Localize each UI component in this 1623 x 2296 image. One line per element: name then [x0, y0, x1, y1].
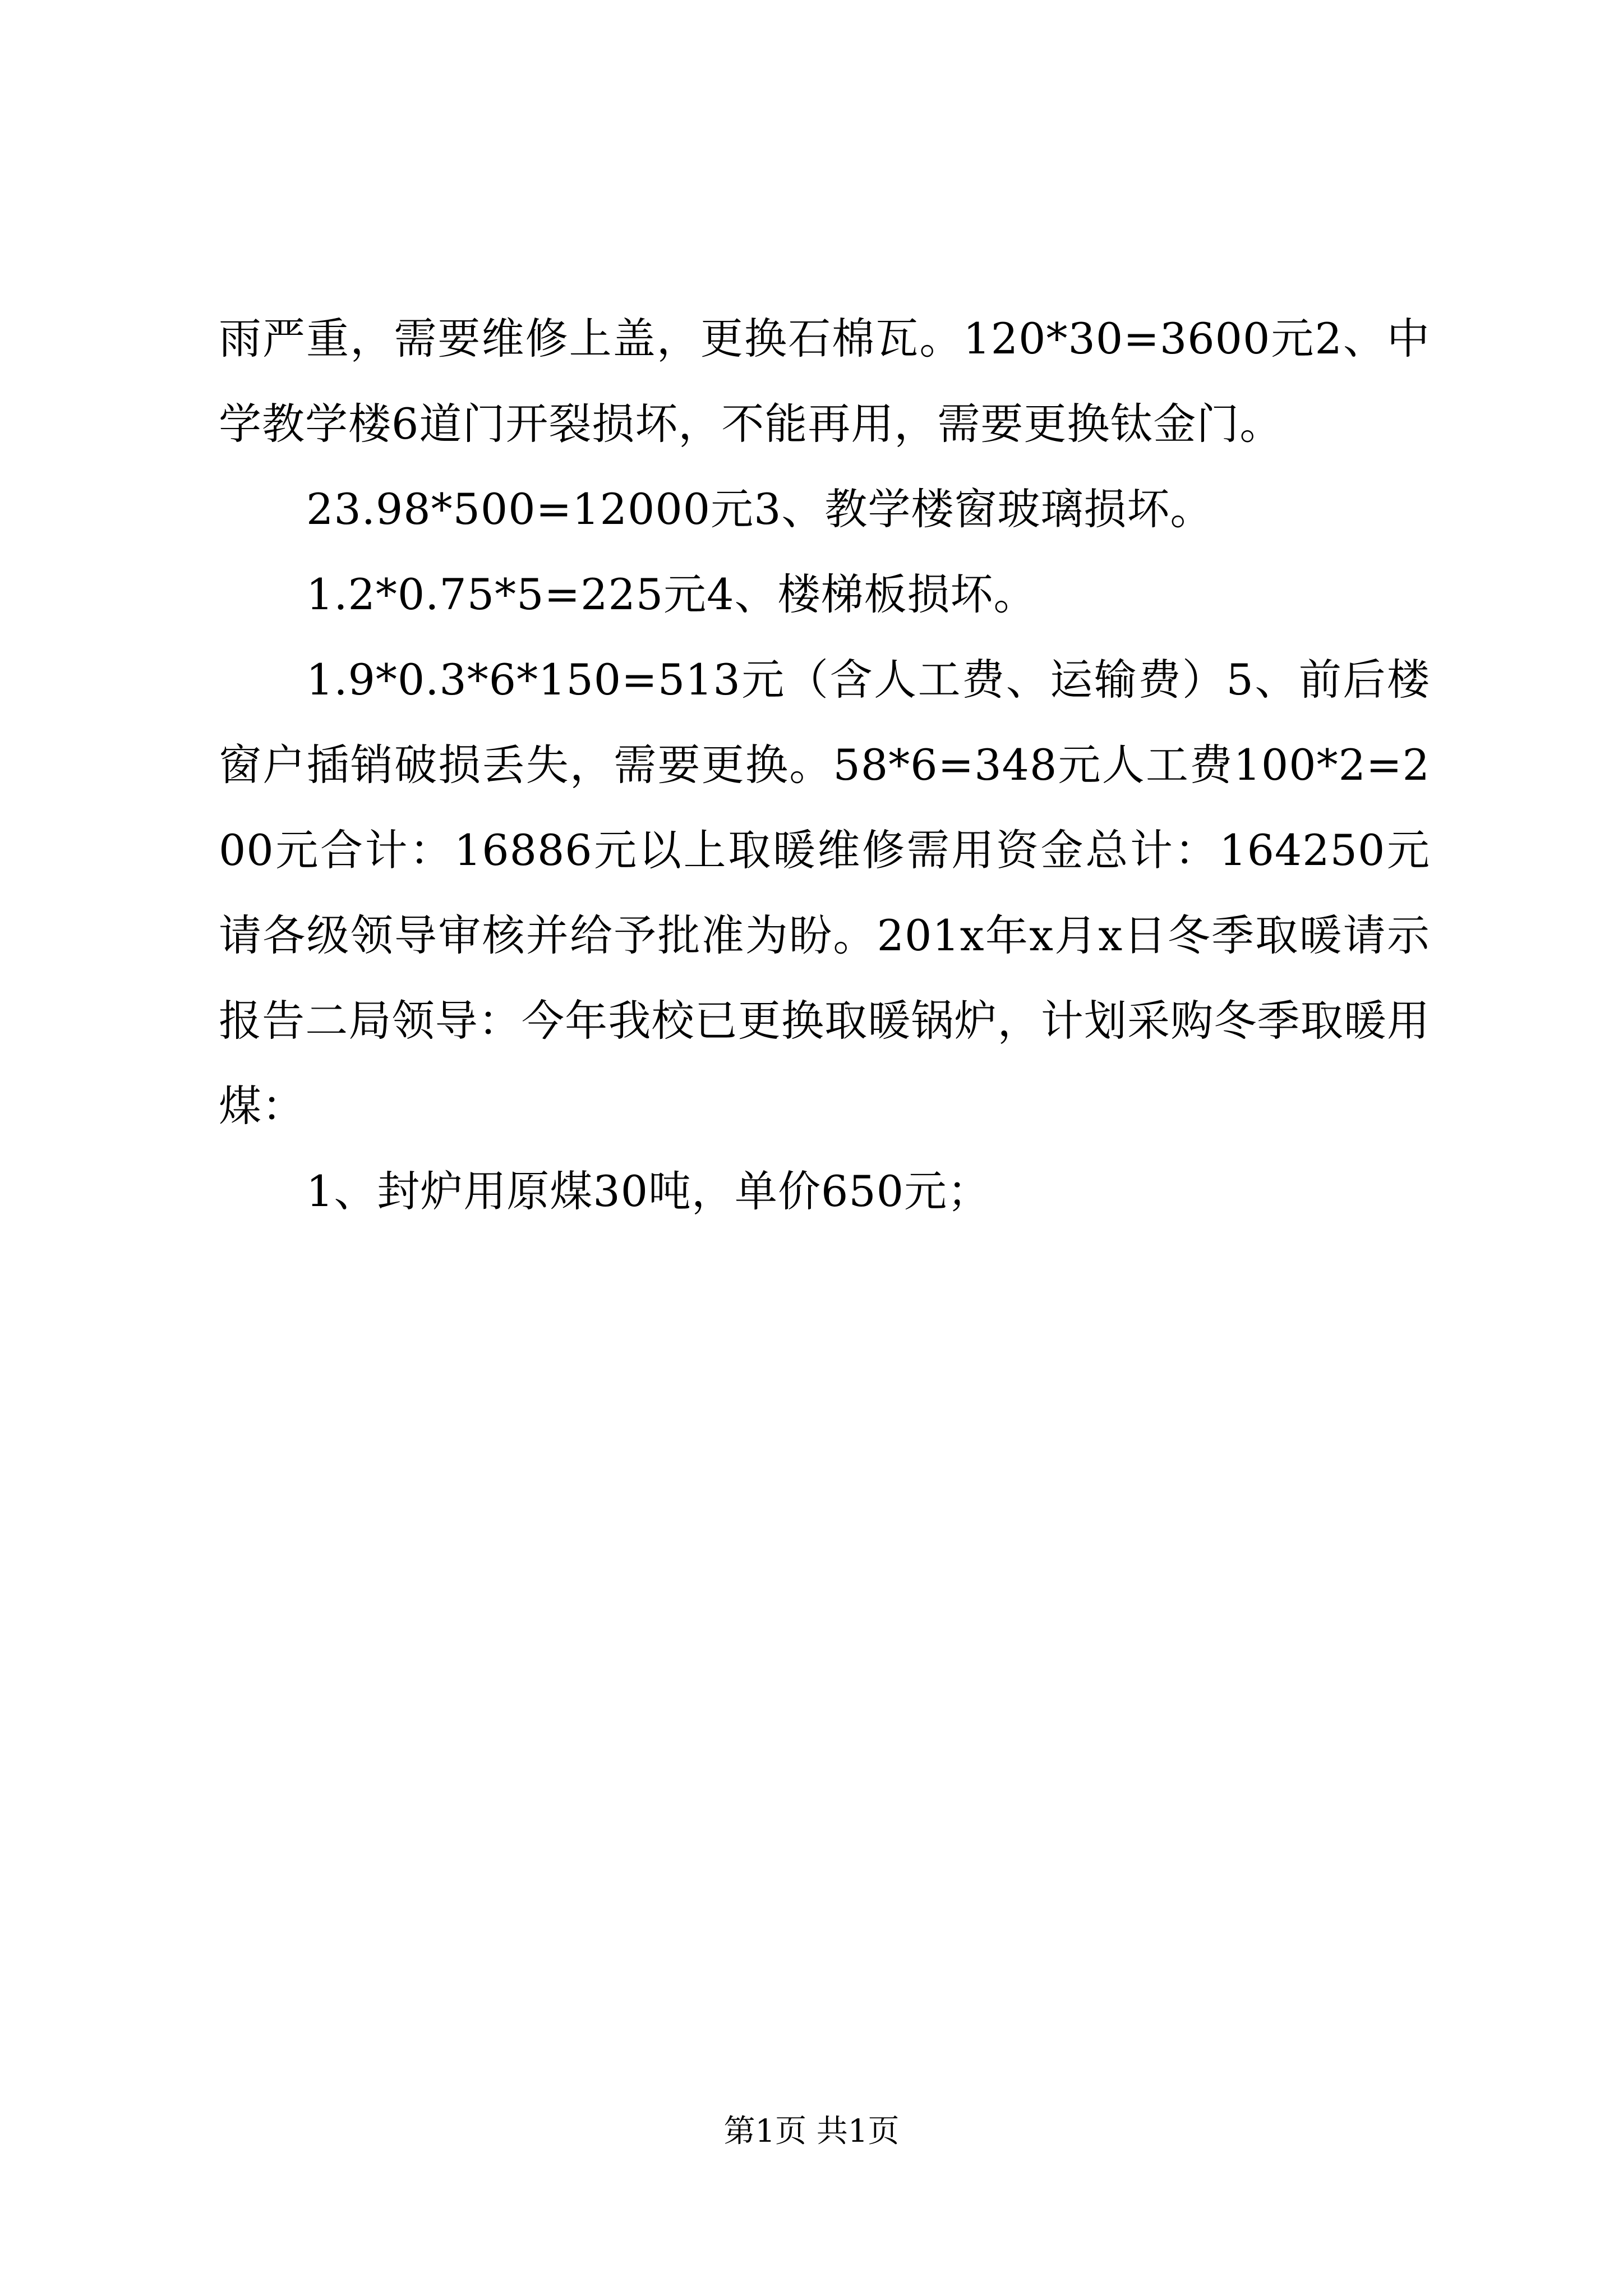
- paragraph-4: 1.9*0.3*6*150=513元（含人工费、运输费）5、前后楼窗户插销破损丢失，需要更换。58*6=348元人工费100*2=200元合计：16886元以上取暖维修需用资金总计：164250元请各级领导审核并给予批准为盼。201x年x月x日冬季取暖请示报告二局领导：今年我校已更换取暖锅炉，计划采购冬季取暖用煤：: [219, 655, 1430, 1131]
- paragraph-3: 1.2*0.75*5=225元4、楼梯板损坏。: [306, 569, 1037, 619]
- page-footer: 第1页 共1页: [723, 2113, 900, 2150]
- paragraph-5: 1、封炉用原煤30吨，单价650元；: [306, 1166, 991, 1216]
- paragraph-1: 雨严重，需要维修上盖，更换石棉瓦。120*30=3600元2、中学教学楼6道门开裂损坏，不能再用，需要更换钛金门。: [219, 314, 1430, 449]
- paragraph-2: 23.98*500=12000元3、教学楼窗玻璃损坏。: [306, 484, 1214, 534]
- document-body: [219, 296, 1430, 1234]
